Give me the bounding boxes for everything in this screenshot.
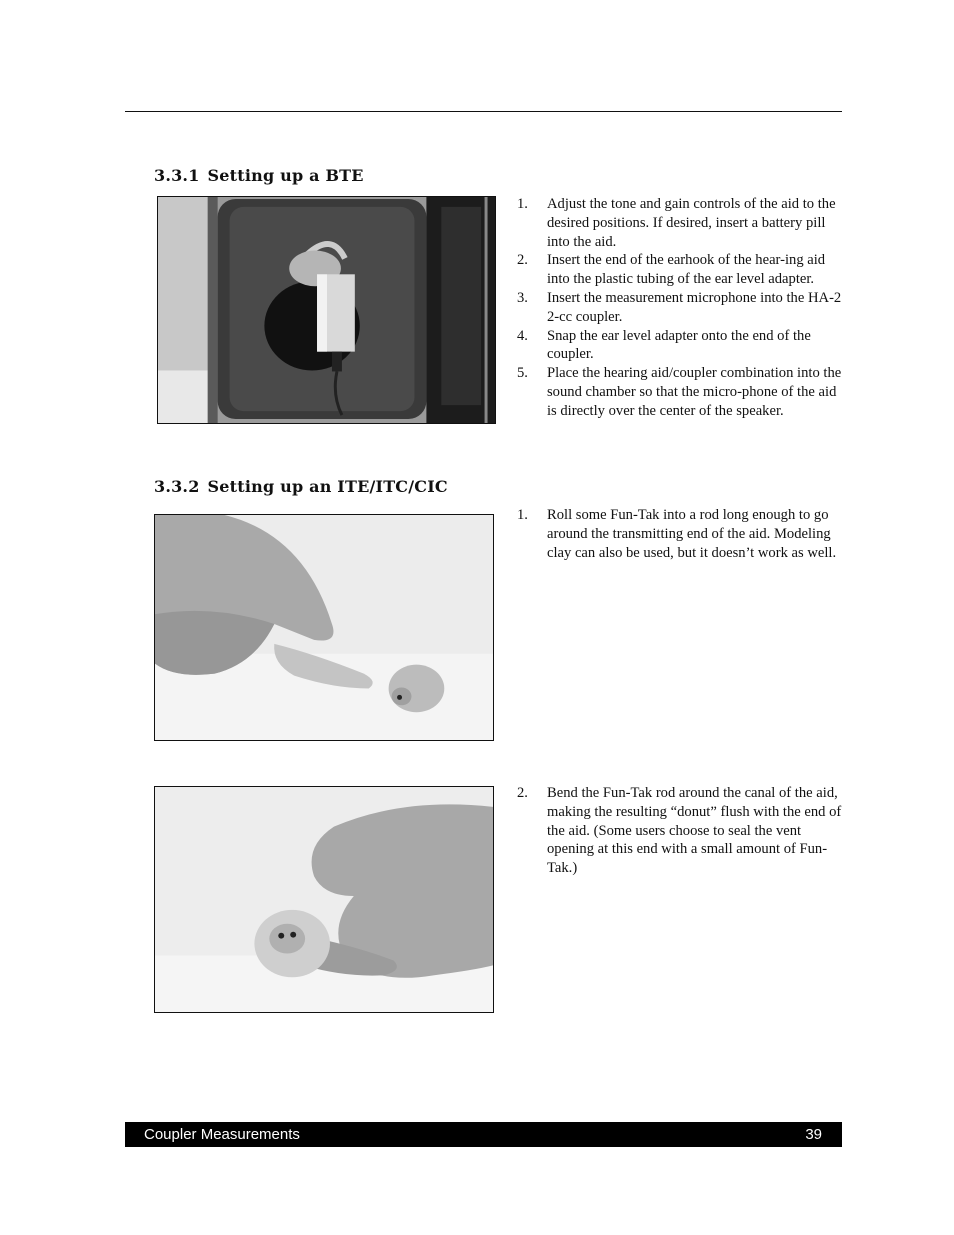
section-title: Setting up a BTE: [207, 166, 364, 185]
section-heading-bte: [154, 166, 364, 185]
steps-list-bte: [517, 195, 842, 421]
section-number: 3.3.1: [154, 166, 200, 185]
list-item: 1. Adjust the tone and gain controls of the aid to the desired positions. If desired, insert a battery pill into the aid.: [517, 196, 836, 250]
photo-rolling-fun-tak: [154, 514, 494, 741]
photo-bte-in-sound-chamber: [157, 196, 496, 424]
list-item: 5. Place the hearing aid/coupler combination into the sound chamber so that the micro-phone of the aid is directly over the center of the speaker.: [517, 365, 842, 419]
section-title: Setting up an ITE/ITC/CIC: [207, 477, 448, 496]
list-item: 1. Roll some Fun-Tak into a rod long enough to go around the transmitting end of the aid. Modeling clay can also be used, but it doesn’t work as well.: [517, 507, 837, 561]
list-item: 2. Bend the Fun-Tak rod around the canal of the aid, making the resulting “donut” flush with the end of the aid. (Some users choose to seal the vent opening at this end with a small amount of Fun-Tak.): [517, 785, 842, 877]
page-number: 39: [805, 1126, 822, 1143]
page-footer: [125, 1122, 842, 1147]
section-number: 3.3.2: [154, 477, 200, 496]
footer-section-title: Coupler Measurements: [144, 1126, 300, 1143]
header-rule: [125, 111, 842, 112]
list-item: 3. Insert the measurement microphone into the HA-2 2-cc coupler.: [517, 289, 842, 325]
list-item: 4. Snap the ear level adapter onto the end of the coupler.: [517, 327, 811, 363]
list-item: 2. Insert the end of the earhook of the hear-ing aid into the plastic tubing of the ear level adapter.: [517, 252, 826, 288]
photo-fun-tak-donut: [154, 786, 494, 1013]
steps-list-ite-2: [517, 784, 842, 878]
section-heading-ite: [154, 477, 448, 496]
steps-list-ite-1: [517, 506, 842, 562]
